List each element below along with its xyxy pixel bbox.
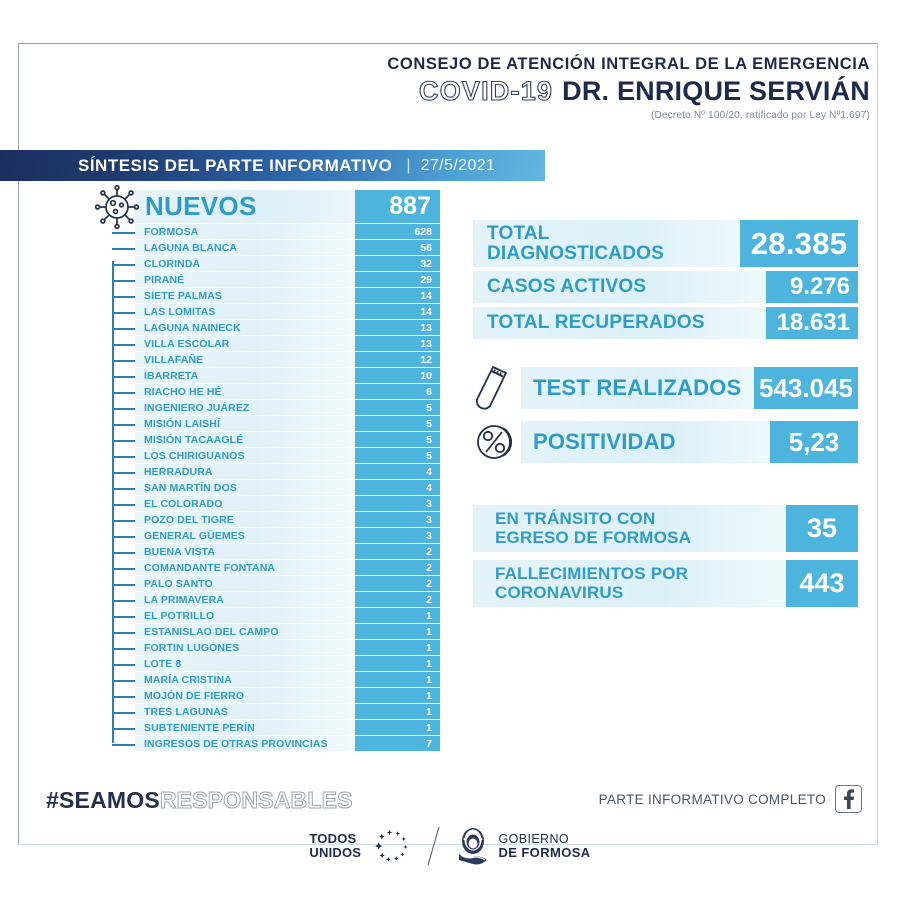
locality-value-text: 1 xyxy=(426,625,432,638)
locality-value xyxy=(355,576,440,591)
locality-value-text: 29 xyxy=(420,273,432,286)
stat-fallecimientos-label xyxy=(473,560,786,607)
new-cases-label xyxy=(135,190,355,223)
locality-name-text: HERRADURA xyxy=(144,465,213,478)
banner-separator: | xyxy=(406,156,411,174)
header-line-1: CONSEJO DE ATENCIÓN INTEGRAL DE LA EMERGENCIA xyxy=(387,55,870,73)
stat-en-transito-label xyxy=(473,505,786,552)
locality-row xyxy=(135,368,440,383)
stat-test-realizados-label: TEST REALIZADOS xyxy=(521,367,754,409)
locality-row xyxy=(135,496,440,511)
locality-name xyxy=(135,688,355,703)
locality-row xyxy=(135,352,440,367)
locality-value xyxy=(355,592,440,607)
locality-name xyxy=(135,592,355,607)
facebook-glyph xyxy=(842,789,855,809)
locality-value-text: 628 xyxy=(414,225,432,238)
locality-row xyxy=(135,272,440,287)
locality-name-text: SIETE PALMAS xyxy=(144,289,223,302)
locality-value xyxy=(355,480,440,495)
locality-name-text: EL POTRILLO xyxy=(144,609,215,622)
locality-value-text: 14 xyxy=(420,289,432,302)
locality-name xyxy=(135,528,355,543)
stars-circle-icon xyxy=(367,828,411,864)
full-report-link[interactable] xyxy=(599,785,862,813)
locality-name xyxy=(135,464,355,479)
locality-name xyxy=(135,400,355,415)
locality-name xyxy=(135,336,355,351)
locality-value-text: 56 xyxy=(420,241,432,254)
logo-divider xyxy=(428,827,440,866)
formosa-coat-of-arms-icon xyxy=(456,826,490,866)
locality-row xyxy=(135,592,440,607)
full-report-label: PARTE INFORMATIVO COMPLETO xyxy=(598,791,826,807)
locality-name-text: TRES LAGUNAS xyxy=(144,705,229,718)
locality-name xyxy=(135,480,355,495)
locality-row xyxy=(135,400,440,415)
locality-name xyxy=(135,416,355,431)
locality-name xyxy=(135,352,355,367)
locality-row xyxy=(135,288,440,303)
stat-fallecimientos xyxy=(473,560,858,607)
locality-name xyxy=(135,672,355,687)
report-date: 27/5/2021 xyxy=(420,156,496,174)
locality-name-text: BUENA VISTA xyxy=(144,545,216,558)
locality-value-text: 32 xyxy=(420,257,432,270)
locality-value-text: 1 xyxy=(426,609,432,622)
locality-row xyxy=(135,560,440,575)
new-cases-header-row xyxy=(135,190,440,223)
locality-name-text: LAGUNA BLANCA xyxy=(144,241,238,254)
new-cases-value xyxy=(355,190,440,223)
locality-name xyxy=(135,576,355,591)
locality-name-text: MISIÓN TACAAGLÉ xyxy=(144,433,244,446)
locality-name-text: VILLA ESCOLAR xyxy=(144,337,230,350)
locality-value-text: 1 xyxy=(426,673,432,686)
locality-name-text: PIRANÉ xyxy=(144,273,185,286)
gobierno-formosa-logo xyxy=(456,826,590,866)
locality-row xyxy=(135,672,440,687)
locality-name-text: SAN MARTÍN DOS xyxy=(144,481,237,494)
stat-test-realizados-value: 543.045 xyxy=(754,367,858,409)
locality-name-text: RIACHO HE HÉ xyxy=(144,385,222,398)
locality-value xyxy=(355,624,440,639)
locality-row xyxy=(135,656,440,671)
stat-total-recuperados xyxy=(473,307,858,339)
locality-value xyxy=(355,704,440,719)
locality-row xyxy=(135,544,440,559)
locality-row xyxy=(135,624,440,639)
locality-name xyxy=(135,240,355,255)
stat-fallecimientos-value: 443 xyxy=(786,560,858,607)
locality-value-text: 5 xyxy=(426,417,432,430)
todos-unidos-logo xyxy=(309,828,411,864)
stat-test-realizados xyxy=(473,367,858,409)
locality-row xyxy=(135,528,440,543)
locality-value xyxy=(355,656,440,671)
todos-unidos-line-2: UNIDOS xyxy=(309,845,362,860)
header-line-2 xyxy=(230,76,870,107)
locality-value-text: 5 xyxy=(426,401,432,414)
council-name: DR. ENRIQUE SERVIÁN xyxy=(562,76,870,106)
label-line-1: FALLECIMIENTOS POR xyxy=(495,563,689,583)
stat-casos-activos-value: 9.276 xyxy=(766,271,858,303)
title-banner xyxy=(0,150,545,181)
locality-name xyxy=(135,496,355,511)
locality-value xyxy=(355,528,440,543)
locality-value xyxy=(355,256,440,271)
bottom-stats-group xyxy=(473,505,858,607)
locality-value-text: 13 xyxy=(420,321,432,334)
summary-stats-section xyxy=(473,220,858,615)
locality-value xyxy=(355,608,440,623)
locality-value-text: 7 xyxy=(426,737,432,750)
locality-name xyxy=(135,272,355,287)
locality-value xyxy=(355,448,440,463)
locality-value-text: 3 xyxy=(426,497,432,510)
locality-row xyxy=(135,336,440,351)
locality-row xyxy=(135,320,440,335)
locality-value-text: 13 xyxy=(420,337,432,350)
locality-row xyxy=(135,224,440,239)
locality-value xyxy=(355,304,440,319)
locality-name xyxy=(135,320,355,335)
locality-value xyxy=(355,464,440,479)
label-line-2: DIAGNOSTICADOS xyxy=(487,242,664,264)
stat-en-transito xyxy=(473,505,858,552)
locality-value-text: 2 xyxy=(426,561,432,574)
locality-row xyxy=(135,464,440,479)
gobierno-text xyxy=(498,832,590,861)
locality-row xyxy=(135,720,440,735)
locality-value xyxy=(355,224,440,239)
banner-title: SÍNTESIS DEL PARTE INFORMATIVO xyxy=(78,155,393,175)
locality-name-text: LAGUNA NAINECK xyxy=(144,321,241,334)
locality-value xyxy=(355,352,440,367)
locality-value-text: 12 xyxy=(420,353,432,366)
locality-row xyxy=(135,256,440,271)
locality-name-text: MARÍA CRISTINA xyxy=(144,673,232,686)
locality-row xyxy=(135,240,440,255)
locality-name-text: LA PRIMAVERA xyxy=(144,593,224,606)
locality-name xyxy=(135,624,355,639)
locality-value-text: 4 xyxy=(426,465,432,478)
locality-name-text: VILLAFAÑE xyxy=(144,353,204,366)
locality-value xyxy=(355,240,440,255)
stat-total-diagnosticados-value: 28.385 xyxy=(740,220,858,267)
locality-name xyxy=(135,368,355,383)
locality-value-text: 3 xyxy=(426,529,432,542)
locality-name xyxy=(135,512,355,527)
locality-value xyxy=(355,400,440,415)
stat-positividad-value: 5,23 xyxy=(770,421,858,463)
locality-value xyxy=(355,416,440,431)
locality-value xyxy=(355,432,440,447)
locality-value-text: 1 xyxy=(426,721,432,734)
locality-value-text: 3 xyxy=(426,513,432,526)
test-tube-icon xyxy=(473,363,519,413)
stat-total-recuperados-label: TOTAL RECUPERADOS xyxy=(473,307,766,339)
stat-positividad-label: POSITIVIDAD xyxy=(521,421,770,463)
locality-row xyxy=(135,640,440,655)
locality-name-text: POZO DEL TIGRE xyxy=(144,513,234,526)
locality-value xyxy=(355,272,440,287)
locality-name-text: CLORINDA xyxy=(144,257,201,270)
header xyxy=(230,55,870,121)
locality-name xyxy=(135,544,355,559)
stat-casos-activos xyxy=(473,271,858,303)
locality-list xyxy=(100,224,440,751)
new-cases-label-text: NUEVOS xyxy=(145,191,257,221)
locality-value xyxy=(355,496,440,511)
locality-name xyxy=(135,704,355,719)
locality-name xyxy=(135,656,355,671)
locality-value xyxy=(355,288,440,303)
footer-logos xyxy=(0,826,900,866)
locality-value-text: 1 xyxy=(426,641,432,654)
facebook-icon[interactable] xyxy=(835,785,862,813)
locality-name-text: FORTIN LUGONES xyxy=(144,641,240,654)
locality-value-text: 5 xyxy=(426,433,432,446)
stat-positividad xyxy=(473,421,858,463)
stat-total-recuperados-value: 18.631 xyxy=(766,307,858,339)
locality-row xyxy=(135,432,440,447)
locality-name-text: LOTE 8 xyxy=(144,657,182,670)
locality-name-text: MOJÓN DE FIERRO xyxy=(144,689,245,702)
locality-name xyxy=(135,256,355,271)
stat-en-transito-value: 35 xyxy=(786,505,858,552)
decree-note: (Decreto Nº 100/20, ratificado por Ley Nº1.697) xyxy=(650,110,870,121)
locality-value-text: 2 xyxy=(426,577,432,590)
locality-row xyxy=(135,688,440,703)
locality-name-text: ESTANISLAO DEL CAMPO xyxy=(144,625,279,638)
locality-value xyxy=(355,672,440,687)
label-line-1: EN TRÁNSITO CON xyxy=(495,508,656,528)
locality-name-text: INGRESOS DE OTRAS PROVINCIAS xyxy=(144,737,328,750)
locality-value-text: 1 xyxy=(426,705,432,718)
locality-value xyxy=(355,720,440,735)
locality-value xyxy=(355,368,440,383)
todos-unidos-text xyxy=(309,832,361,859)
locality-name-text: LOS CHIRIGUANOS xyxy=(144,449,245,462)
locality-value xyxy=(355,640,440,655)
hashtag-solid: #SEAMOS xyxy=(46,787,160,813)
locality-name-text: GENERAL GÜEMES xyxy=(144,529,245,542)
locality-value-text: 14 xyxy=(420,305,432,318)
locality-row xyxy=(135,512,440,527)
hashtag-outline: RESPONSABLES xyxy=(159,787,353,813)
locality-value-text: 5 xyxy=(426,449,432,462)
label-line-2: EGRESO DE FORMOSA xyxy=(495,527,692,547)
locality-value xyxy=(355,688,440,703)
locality-value xyxy=(355,512,440,527)
stat-total-diagnosticados xyxy=(473,220,858,267)
locality-value xyxy=(355,320,440,335)
locality-name xyxy=(135,720,355,735)
locality-row xyxy=(135,384,440,399)
locality-name xyxy=(135,224,355,239)
locality-name-text: MISIÓN LAISHÍ xyxy=(144,417,220,430)
locality-row xyxy=(135,416,440,431)
covid-19-wordmark: COVID-19 xyxy=(419,76,554,106)
locality-value-text: 6 xyxy=(426,385,432,398)
locality-name xyxy=(135,304,355,319)
locality-bracket xyxy=(112,261,137,743)
locality-value xyxy=(355,336,440,351)
locality-name-text: FORMOSA xyxy=(144,225,199,238)
locality-row xyxy=(135,608,440,623)
locality-name-text: SUBTENIENTE PERÍN xyxy=(144,721,255,734)
icon-stats-group xyxy=(473,367,858,463)
locality-name xyxy=(135,448,355,463)
locality-row xyxy=(135,704,440,719)
locality-name xyxy=(135,384,355,399)
locality-name xyxy=(135,560,355,575)
locality-value xyxy=(355,384,440,399)
todos-unidos-line-1: TODOS xyxy=(309,831,357,847)
locality-row xyxy=(135,448,440,463)
new-cases-value-text: 887 xyxy=(389,192,431,220)
locality-row xyxy=(135,576,440,591)
gobierno-line-1: GOBIERNO xyxy=(498,831,570,846)
locality-row xyxy=(135,736,440,751)
locality-name xyxy=(135,608,355,623)
locality-value-text: 2 xyxy=(426,593,432,606)
locality-name xyxy=(135,432,355,447)
locality-name-text: COMANDANTE FONTANA xyxy=(144,561,276,574)
locality-name-text: INGENIERO JUÁREZ xyxy=(144,401,250,414)
campaign-hashtag xyxy=(46,787,353,814)
gobierno-line-2: DE FORMOSA xyxy=(498,844,591,860)
locality-row xyxy=(135,304,440,319)
locality-value-text: 2 xyxy=(426,545,432,558)
locality-row xyxy=(135,480,440,495)
locality-name xyxy=(135,288,355,303)
locality-name-text: LAS LOMITAS xyxy=(144,305,216,318)
locality-value-text: 10 xyxy=(420,369,432,382)
locality-value xyxy=(355,736,440,751)
stat-casos-activos-label: CASOS ACTIVOS xyxy=(473,271,766,303)
locality-value xyxy=(355,544,440,559)
new-cases-section xyxy=(100,190,440,751)
locality-value xyxy=(355,560,440,575)
percent-icon xyxy=(473,417,519,467)
locality-value-text: 1 xyxy=(426,689,432,702)
locality-name xyxy=(135,736,355,751)
label-line-1: TOTAL xyxy=(487,223,550,245)
locality-name-text: EL COLORADO xyxy=(144,497,223,510)
locality-value-text: 1 xyxy=(426,657,432,670)
locality-name xyxy=(135,640,355,655)
locality-name-text: IBARRETA xyxy=(144,369,199,382)
stat-total-diagnosticados-label xyxy=(473,220,740,267)
locality-value-text: 4 xyxy=(426,481,432,494)
label-line-2: CORONAVIRUS xyxy=(495,582,624,602)
locality-name-text: PALO SANTO xyxy=(144,577,213,590)
